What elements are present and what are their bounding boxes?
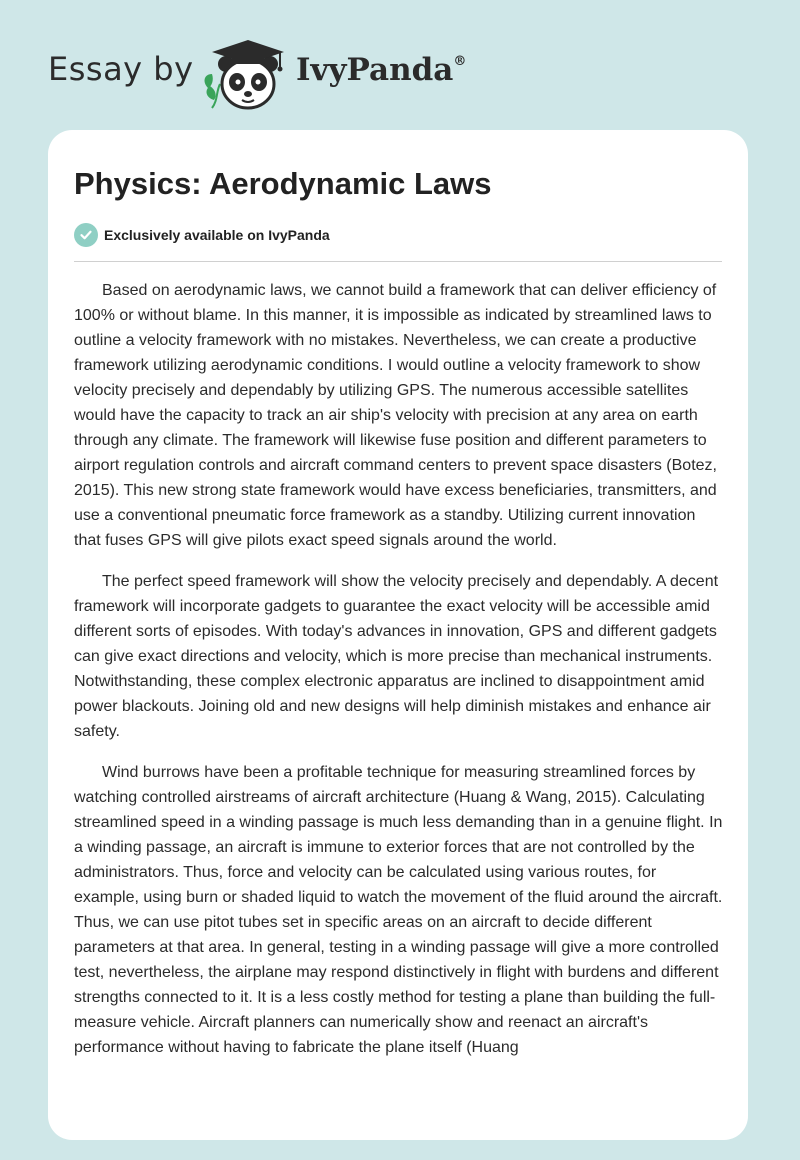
essay-body: [74, 278, 724, 1076]
brand-name-text: IvyPanda: [296, 52, 454, 88]
brand-name[interactable]: [296, 52, 466, 88]
title-divider: [74, 261, 722, 262]
essay-card: [48, 130, 748, 1140]
registered-mark: ®: [453, 54, 467, 69]
site-header: [0, 0, 800, 130]
paragraph-1: Based on aerodynamic laws, we cannot build a framework that can deliver efficiency of 100% or without blame. In this manner, it is impossible as indicated by streamlined laws to outline a velocity framework with no mistakes. Nevertheless, we can create a productive framework utilizing aerodynamic conditions. I would outline a velocity framework to show velocity precisely and dependably by utilizing GPS. The numerous accessible satellites would have the capacity to track an air ship's velocity with precision at any area on earth through any climate. The framework will likewise fuse position and different parameters to airport regulation controls and aircraft command centers to prevent space disasters (Botez, 2015). This new strong state framework would have excess beneficiaries, transmitters, and use a conventional pneumatic force framework as a standby. Utilizing current innovation that fuses GPS will give pilots exact speed signals around the world.: [74, 282, 717, 549]
exclusive-badge: [74, 222, 330, 248]
paragraph-2: The perfect speed framework will show the velocity precisely and dependably. A decent framework will incorporate gadgets to guarantee the exact velocity will be accessible amid different sorts of episodes. With today's advances in innovation, GPS and different gadgets can give exact directions and velocity, which is more precise than mechanical instruments. Notwithstanding, these complex electronic apparatus are inclined to disappointment amid power blackouts. Joining old and new designs will help diminish mistakes and enhance air safety.: [74, 573, 719, 740]
essay-by-label: Essay by: [48, 50, 194, 88]
page-title: Physics: Aerodynamic Laws: [74, 166, 492, 201]
panda-graduate-icon[interactable]: [200, 34, 292, 114]
exclusive-badge-text: Exclusively available on IvyPanda: [104, 227, 330, 243]
paragraph-3: Wind burrows have been a profitable technique for measuring streamlined forces by watching controlled airstreams of aircraft architecture (Huang & Wang, 2015). Calculating streamlined speed in a winding passage is much less demanding than in a genuine flight. In a winding passage, an aircraft is immune to exterior forces that are not controlled by the administrators. Thus, force and velocity can be calculated using various routes, for example, using burn or shaded liquid to watch the movement of the fluid around the aircraft. Thus, we can use pitot tubes set in specific areas on an aircraft to decide different parameters at that area. In general, testing in a winding passage will give a more controlled test, nevertheless, the airplane may respond distinctively in flight with burdens and different strengths connected to it. It is a less costly method for testing a plane than building the full-measure vehicle. Aircraft planners can numerically show and reenact an aircraft's performance without having to fabricate the plane itself (Huang: [74, 764, 723, 1056]
check-circle-icon: [74, 223, 98, 247]
